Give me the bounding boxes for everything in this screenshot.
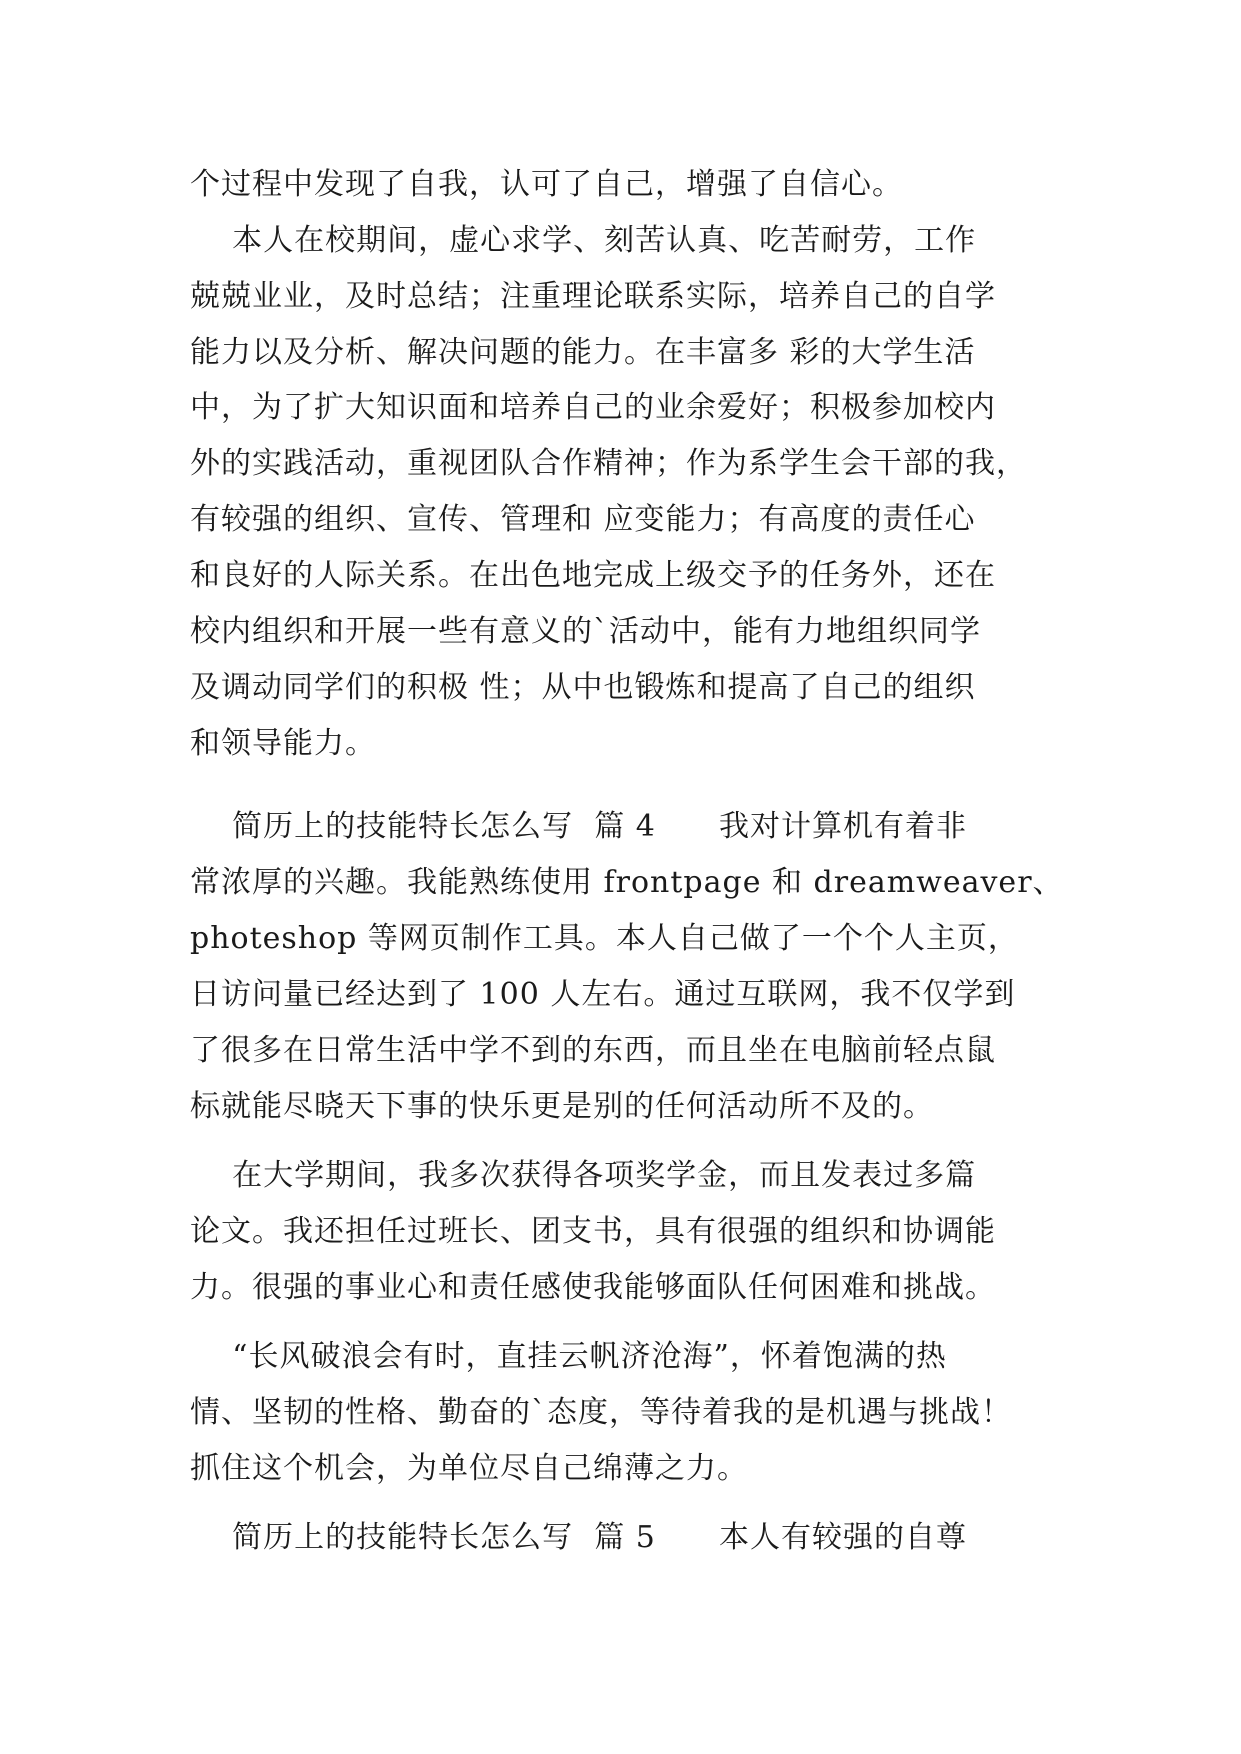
text-line: 力。很强的事业心和责任感使我能够面队任何困难和挑战。: [190, 1270, 996, 1305]
text-line: 及调动同学们的积极 性；从中也锻炼和提高了自己的组织: [190, 670, 976, 705]
text-line: 和领导能力。: [190, 726, 376, 761]
text-line: 本人在校期间，虚心求学、刻苦认真、吃苦耐劳，工作: [190, 223, 977, 258]
text-line: 在大学期间，我多次获得各项奖学金，而且发表过多篇: [190, 1158, 977, 1193]
text-line: 外的实践活动，重视团队合作精神；作为系学生会干部的我，: [190, 446, 1027, 481]
text-line: 论文。我还担任过班长、团支书，具有很强的组织和协调能: [190, 1214, 996, 1249]
text-line: 了很多在日常生活中学不到的东西，而且坐在电脑前轻点鼠: [190, 1033, 996, 1068]
text-line: 兢兢业业，及时总结；注重理论联系实际，培养自己的自学: [190, 279, 996, 314]
text-line: 个过程中发现了自我，认可了自己，增强了自信心。: [190, 167, 903, 202]
text-line: 抓住这个机会，为单位尽自己绵薄之力。: [190, 1451, 748, 1486]
text-line: 有较强的组织、宣传、管理和 应变能力；有高度的责任心: [190, 502, 976, 537]
text-line: 日访问量已经达到了 100 人左右。通过互联网，我不仅学到: [190, 977, 1016, 1012]
text-line: 情、坚韧的性格、勤奋的`态度，等待着我的是机遇与挑战！: [190, 1395, 1012, 1430]
section-heading-line: 简历上的技能特长怎么写 篇 5 本人有较强的自尊: [190, 1520, 968, 1555]
text-line: 和良好的人际关系。在出色地完成上级交予的任务外，还在: [190, 558, 996, 593]
text-line: 常浓厚的兴趣。我能熟练使用 frontpage 和 dreamweaver、: [190, 865, 1064, 900]
text-line: 中，为了扩大知识面和培养自己的业余爱好；积极参加校内: [190, 390, 996, 425]
text-line: 能力以及分析、解决问题的能力。在丰富多 彩的大学生活: [190, 335, 976, 370]
section-heading-line: 简历上的技能特长怎么写 篇 4 我对计算机有着非: [190, 809, 968, 844]
text-line: photeshop 等网页制作工具。本人自己做了一个个人主页，: [190, 921, 1019, 956]
text-line: 校内组织和开展一些有意义的`活动中，能有力地组织同学: [190, 614, 981, 649]
text-line: 标就能尽晓天下事的快乐更是别的任何活动所不及的。: [190, 1089, 934, 1124]
text-line: “长风破浪会有时，直挂云帆济沧海”，怀着饱满的热: [190, 1339, 947, 1374]
